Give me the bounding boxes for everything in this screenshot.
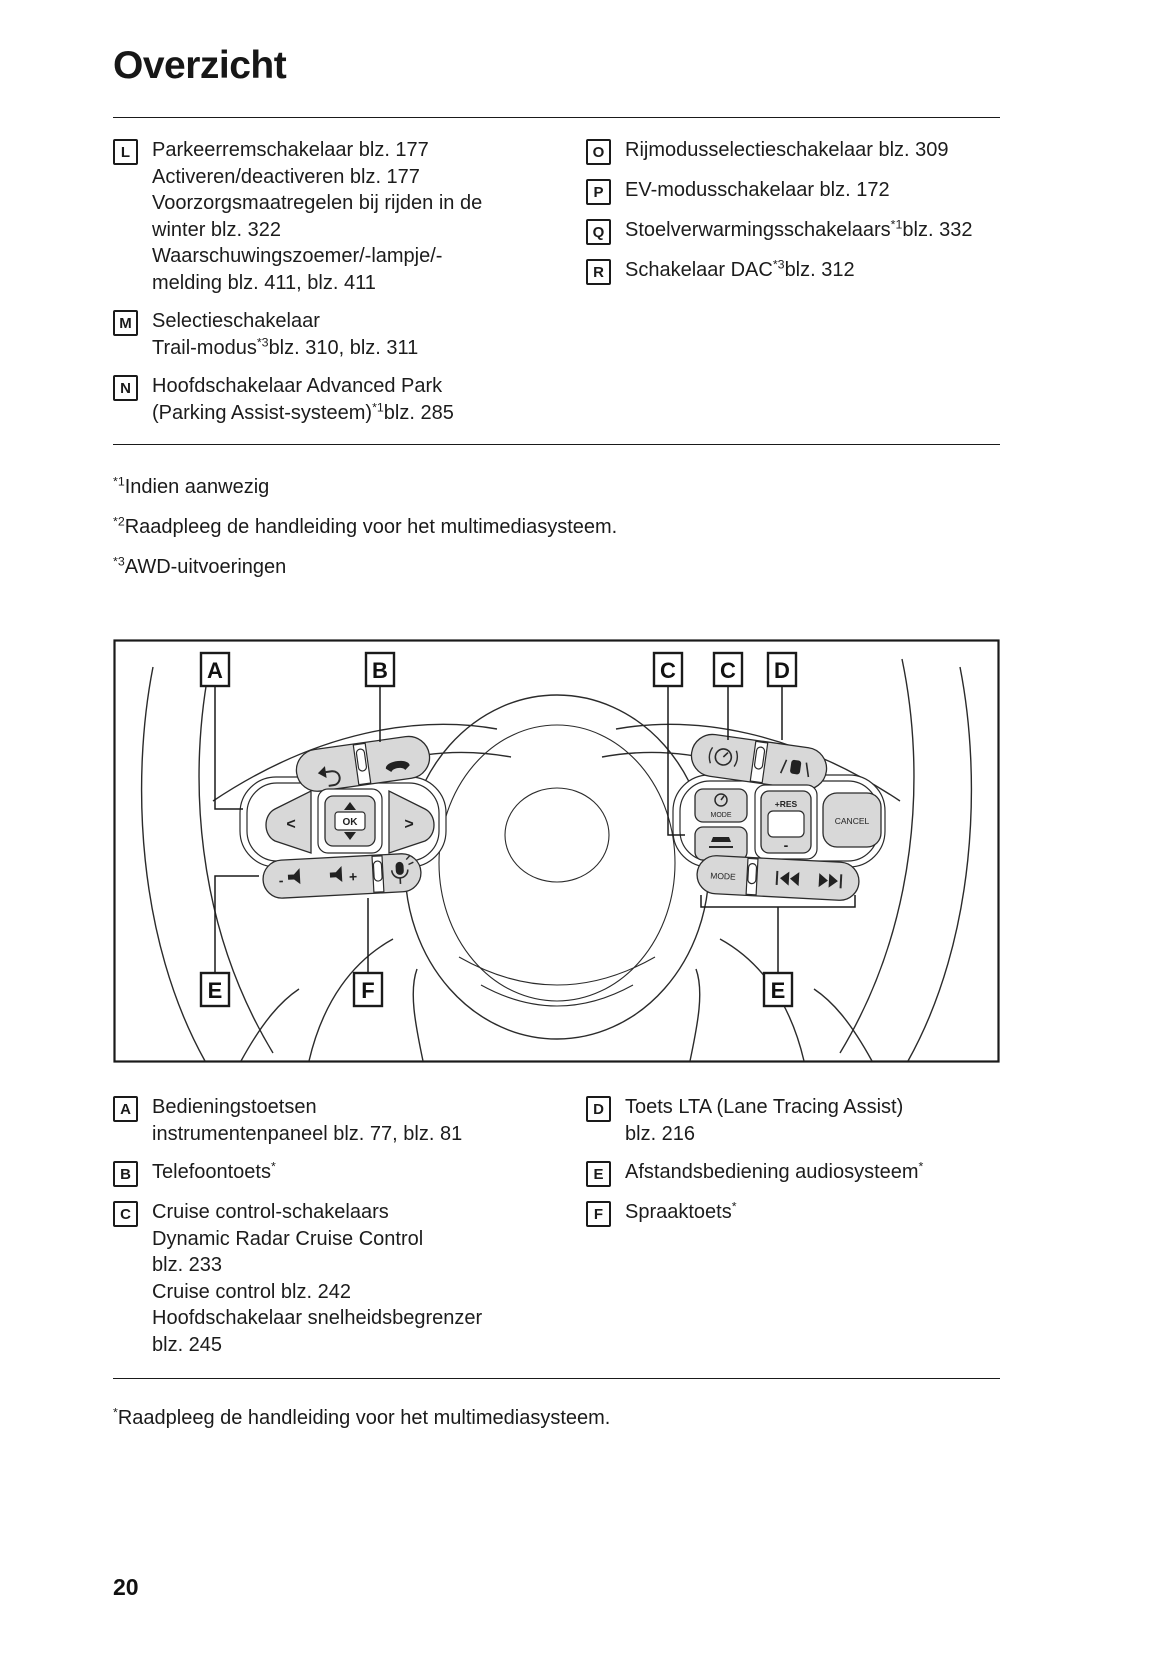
callout-C1 [654, 653, 682, 686]
key-box-N: N [113, 375, 138, 401]
item-text: Cruise control-schakelaars Dynamic Radar Cruise Control blz. 233 Cruise control blz. 242 Hoofdschakelaar snelheidsbegrenzer blz. 245 [152, 1201, 483, 1356]
svg-text:D: D [774, 658, 790, 683]
divider-bottom [113, 1378, 1000, 1379]
svg-text:C: C [720, 658, 736, 683]
item-text: Afstandsbediening audiosysteem* [625, 1159, 924, 1183]
legend-bottom-item-E [586, 1159, 1000, 1187]
svg-text:-: - [278, 872, 284, 889]
legend-top-item-P [586, 177, 1000, 205]
svg-text:E: E [207, 978, 223, 1003]
item-text: Bedieningstoetsen instrumentenpaneel blz. 77, blz. 81 [152, 1096, 463, 1145]
item-text: Telefoontoets* [152, 1159, 276, 1183]
rocker-toggle [768, 811, 804, 837]
key-box-P: P [586, 179, 611, 205]
legend-top-item-R [586, 257, 1000, 285]
divider-top [113, 117, 1000, 118]
item-text: Stoelverwarmingsschakelaars$^{*1}$blz. 332 [625, 217, 973, 241]
divider-nub [373, 861, 382, 881]
key-box-D: D [586, 1096, 611, 1122]
key-box-O: O [586, 139, 611, 165]
key-box-C: C [113, 1201, 138, 1227]
legend-top-item-M [113, 308, 586, 361]
left-pod-bottom-row [262, 853, 422, 899]
callout-F [354, 973, 382, 1006]
left-chevron-label: < [286, 816, 296, 833]
svg-text:C: C [660, 658, 676, 683]
legend-top-item-N [113, 373, 586, 426]
svg-text:E: E [770, 978, 786, 1003]
key-box-F: F [586, 1201, 611, 1227]
callout-B [366, 653, 394, 686]
footnotes-block [113, 472, 1000, 583]
item-text: Schakelaar DAC$^{*3}$blz. 312 [625, 257, 855, 281]
mode-bottom-label: MODE [710, 870, 737, 882]
svg-text:F: F [361, 978, 375, 1003]
steering-wheel-diagram [113, 639, 1000, 1068]
legend-bottom-item-A [113, 1094, 586, 1147]
item-text: EV-modusschakelaar blz. 172 [625, 179, 890, 201]
legend-bottom-item-F [586, 1199, 1000, 1227]
item-text: Toets LTA (Lane Tracing Assist) blz. 216 [625, 1096, 904, 1145]
footnote-3: $^{*3}$AWD-uitvoeringen [113, 554, 287, 578]
ok-button-label: OK [342, 817, 358, 828]
key-box-R: R [586, 259, 611, 285]
plus-res-label: +RES [774, 799, 798, 809]
cancel-label: CANCEL [834, 816, 870, 826]
legend-top-item-Q [586, 217, 1000, 245]
footnote-2: $^{*2}$Raadpleeg de handleiding voor het multimediasysteem. [113, 514, 618, 538]
legend-top-item-O [586, 137, 1000, 165]
page-number: 20 [113, 1574, 139, 1600]
bottom-legend-left-column [113, 1094, 586, 1370]
bottom-footnote: *Raadpleeg de handleiding voor het multimediasysteem. [113, 1405, 611, 1429]
item-text: Hoofdschakelaar Advanced Park (Parking Assist-systeem)$^{*1}$blz. 285 [152, 375, 454, 424]
minus-label: - [783, 837, 789, 853]
key-box-E: E [586, 1161, 611, 1187]
bottom-legend-right-column [586, 1094, 1000, 1370]
item-text: Rijmodusselectieschakelaar blz. 309 [625, 139, 949, 161]
page-title: Overzicht [113, 44, 287, 87]
svg-text:+: + [348, 868, 358, 885]
svg-text:A: A [207, 658, 223, 683]
key-box-Q: Q [586, 219, 611, 245]
callout-E-left [201, 973, 229, 1006]
divider-nub [748, 863, 757, 883]
key-box-A: A [113, 1096, 138, 1122]
legend-bottom-item-D [586, 1094, 1000, 1147]
legend-top-item-L [113, 137, 586, 296]
item-text: Spraaktoets* [625, 1199, 737, 1223]
footnote-1: $^{*1}$Indien aanwezig [113, 474, 270, 498]
callout-A [201, 653, 229, 686]
callout-D [768, 653, 796, 686]
cruise-mode-label: MODE [710, 812, 732, 819]
callout-C2 [714, 653, 742, 686]
legend-bottom-item-B [113, 1159, 586, 1187]
steering-wheel-illustration [113, 639, 1000, 1063]
legend-bottom-item-C [113, 1199, 586, 1358]
following-distance-button [695, 827, 747, 860]
svg-text:B: B [372, 658, 388, 683]
right-chevron-label: > [404, 816, 414, 833]
right-pod-bottom-row [696, 855, 860, 901]
callout-E-right [764, 973, 792, 1006]
key-box-L: L [113, 139, 138, 165]
item-text: Parkeerremschakelaar blz. 177 Activeren/deactiveren blz. 177 Voorzorgsmaatregelen bij rijden in de winter blz. 322 Waarschuwingszoemer/-lampje/- melding blz. 411, blz. 411 [152, 139, 483, 294]
item-text: Selectieschakelaar Trail-modus$^{*3}$blz. 310, blz. 311 [152, 310, 419, 359]
top-legend-left-column [113, 137, 586, 438]
bottom-legend [113, 1094, 1000, 1370]
key-box-M: M [113, 310, 138, 336]
key-box-B: B [113, 1161, 138, 1187]
top-legend-right-column [586, 137, 1000, 438]
divider-mid [113, 444, 1000, 445]
top-legend [113, 137, 1000, 438]
